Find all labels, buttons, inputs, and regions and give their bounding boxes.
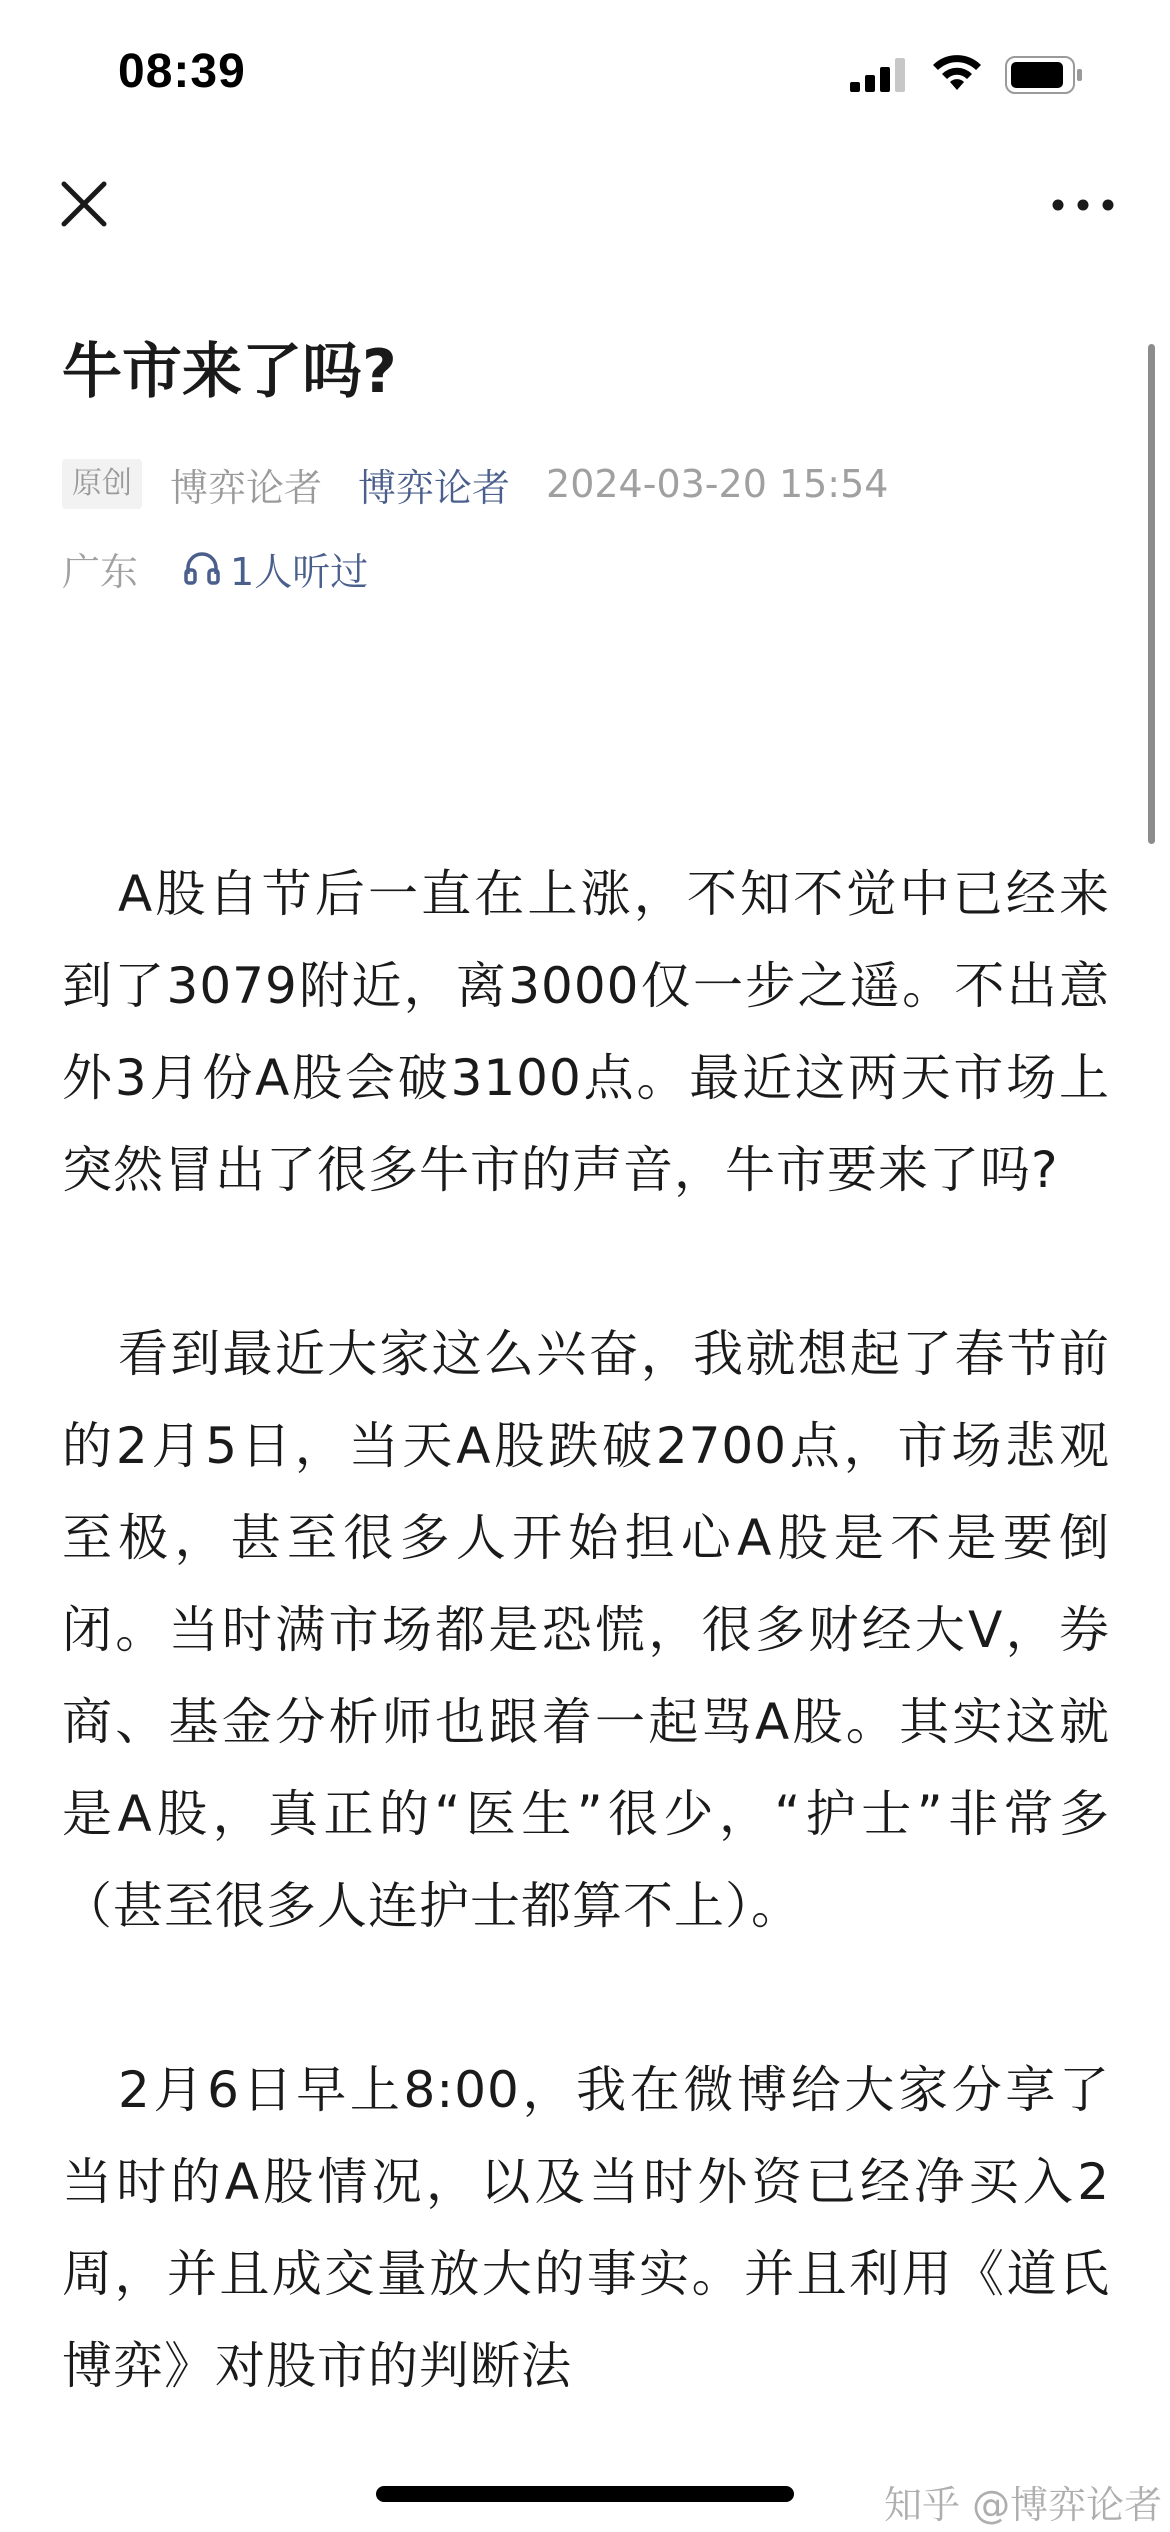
cellular-signal-icon (850, 58, 906, 96)
original-badge: 原创 (62, 459, 142, 509)
article-title: 牛市来了吗? (62, 337, 397, 407)
location-label: 广东 (62, 549, 139, 594)
listen-count-label: 1人听过 (230, 549, 369, 594)
watermark: 知乎 @博弈论者 (884, 2483, 1163, 2527)
author-link[interactable]: 博弈论者 (358, 465, 511, 510)
close-button[interactable] (56, 176, 112, 232)
article-paragraph: A股自节后一直在上涨，不知不觉中已经来到了3079附近，离3000仅一步之遥。不出意外3月份A股会破3100点。最近这两天市场上突然冒出了很多牛市的声音，牛市要来了吗? (62, 865, 1110, 1199)
scrollbar[interactable] (1148, 344, 1155, 844)
article-meta (62, 456, 888, 512)
more-horizontal-icon (1048, 190, 1118, 220)
author-name: 博弈论者 (170, 465, 323, 510)
battery-icon (1005, 56, 1085, 98)
wifi-icon (930, 52, 984, 96)
article-body (62, 848, 1110, 2504)
close-icon (56, 176, 112, 232)
listen-count-button[interactable] (182, 541, 368, 596)
article-meta-secondary (62, 540, 368, 596)
publish-date: 2024-03-20 15:54 (546, 462, 889, 506)
more-options-button[interactable] (1048, 190, 1118, 220)
status-bar (0, 0, 1170, 150)
headphones-icon (182, 548, 222, 588)
article-paragraph: 2月6日早上8:00，我在微博给大家分享了当时的A股情况，以及当时外资已经净买入2周，并且成交量放大的事实。并且利用《道氏博弈》对股市的判断法 (62, 2061, 1110, 2395)
status-time: 08:39 (118, 45, 246, 98)
article-paragraph: 看到最近大家这么兴奋，我就想起了春节前的2月5日，当天A股跌破2700点，市场悲观至极，甚至很多人开始担心A股是不是要倒闭。当时满市场都是恐慌，很多财经大V，券商、基金分析师也跟着一起骂A股。其实这就是A股，真正的“医生”很少，“护士”非常多（甚至很多人连护士都算不上）。 (62, 1325, 1110, 1935)
home-indicator[interactable] (376, 2486, 794, 2502)
